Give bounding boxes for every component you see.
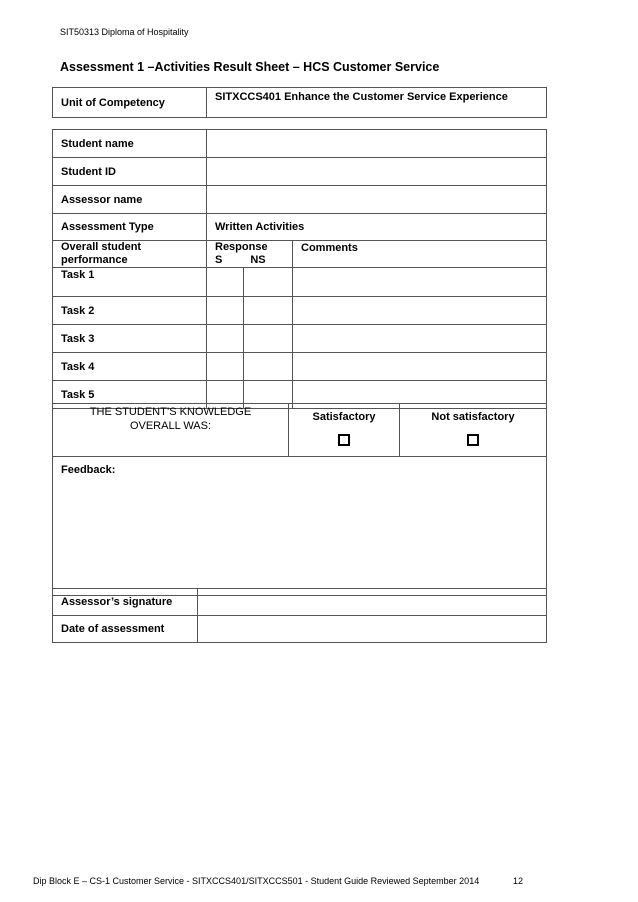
- task-label-1: Task 1: [53, 268, 207, 297]
- task-1-ns[interactable]: [244, 268, 293, 297]
- assessor-name-value[interactable]: [207, 186, 547, 214]
- assessment-type-label: Assessment Type: [53, 214, 207, 241]
- task-4-s[interactable]: [207, 353, 244, 381]
- task-2-comment[interactable]: [293, 297, 547, 325]
- task-3-s[interactable]: [207, 325, 244, 353]
- task-2-s[interactable]: [207, 297, 244, 325]
- task-3-comment[interactable]: [293, 325, 547, 353]
- not-satisfactory-label: Not satisfactory: [431, 411, 515, 423]
- signature-label: Assessor’s signature: [53, 589, 198, 616]
- footer-text: Dip Block E – CS-1 Customer Service - SITXCCS401/SITXCCS501 - Student Guide Reviewed September 2014: [33, 876, 480, 886]
- task-2-ns[interactable]: [244, 297, 293, 325]
- feedback-label: Feedback:: [61, 464, 116, 476]
- not-satisfactory-checkbox[interactable]: [467, 434, 479, 446]
- task-label-4: Task 4: [53, 353, 207, 381]
- satisfactory-checkbox[interactable]: [338, 434, 350, 446]
- task-label-2: Task 2: [53, 297, 207, 325]
- unit-table: [52, 87, 547, 118]
- s-label: S: [215, 254, 223, 266]
- task-4-comment[interactable]: [293, 353, 547, 381]
- unit-value: SITXCCS401 Enhance the Customer Service Experience: [207, 88, 547, 118]
- date-value[interactable]: [198, 616, 547, 643]
- response-header: [207, 241, 293, 268]
- signature-value[interactable]: [198, 589, 547, 616]
- performance-label-line2: performance: [61, 254, 128, 266]
- response-label: Response: [215, 241, 268, 253]
- feedback-table: [52, 456, 547, 596]
- student-id-value[interactable]: [207, 158, 547, 186]
- knowledge-statement: [53, 404, 289, 457]
- performance-label-line1: Overall student: [61, 241, 142, 253]
- unit-label: Unit of Competency: [53, 88, 207, 118]
- assessor-name-label: Assessor name: [53, 186, 207, 214]
- student-id-label: Student ID: [53, 158, 207, 186]
- not-satisfactory-cell: [400, 404, 547, 457]
- date-label: Date of assessment: [53, 616, 198, 643]
- satisfactory-label: Satisfactory: [312, 411, 376, 423]
- comments-header: Comments: [293, 241, 547, 268]
- task-label-3: Task 3: [53, 325, 207, 353]
- task-label-5: Task 5: [53, 381, 207, 409]
- task-1-s[interactable]: [207, 268, 244, 297]
- task-4-ns[interactable]: [244, 353, 293, 381]
- feedback-cell[interactable]: [53, 457, 547, 596]
- knowledge-table: [52, 403, 547, 457]
- assessment-type-value: Written Activities: [207, 214, 547, 241]
- page-number: 12: [513, 876, 524, 886]
- satisfactory-cell: [289, 404, 400, 457]
- student-name-label: Student name: [53, 130, 207, 158]
- page-title: Assessment 1 –Activities Result Sheet – HCS Customer Service: [60, 60, 440, 74]
- document-header: SIT50313 Diploma of Hospitality: [60, 27, 189, 37]
- student-table: [52, 129, 547, 409]
- signature-table: [52, 588, 547, 643]
- student-name-value[interactable]: [207, 130, 547, 158]
- task-1-comment[interactable]: [293, 268, 547, 297]
- knowledge-line1: THE STUDENT’S KNOWLEDGE: [89, 406, 252, 418]
- performance-label: [53, 241, 207, 268]
- ns-label: NS: [250, 254, 266, 266]
- knowledge-line2: OVERALL WAS:: [129, 420, 212, 432]
- task-3-ns[interactable]: [244, 325, 293, 353]
